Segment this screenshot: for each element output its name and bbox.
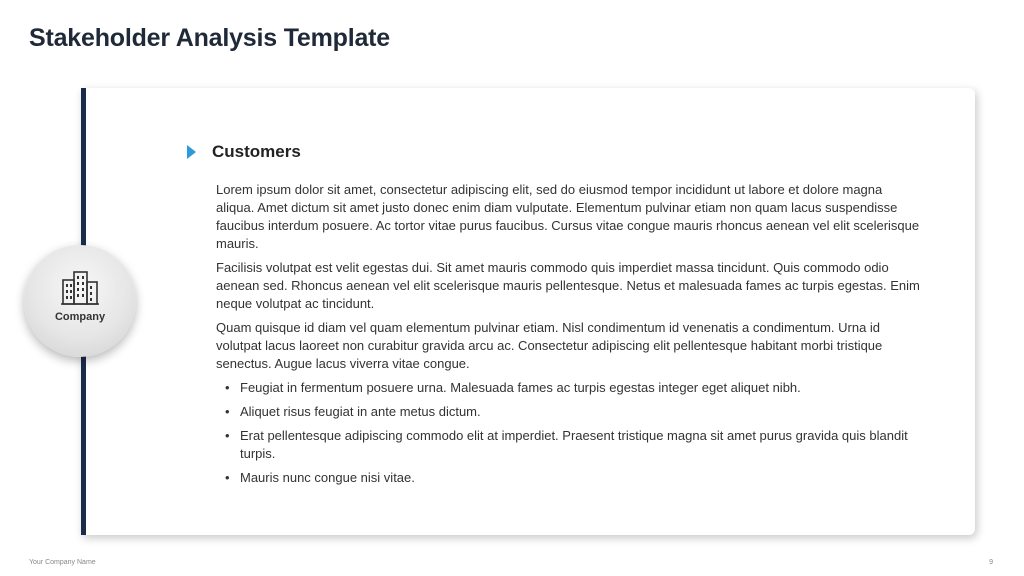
paragraph: Quam quisque id diam vel quam elementum pulvinar etiam. Nisl condimentum id venenatis a condimentum. Urna id volutpat lacus laoreet non curabitur gravida arcu ac. Consectetur adipiscing elit pellentesque habitant morbi tristique senectus. Augue lacus viverra vitae congue. [216, 320, 883, 371]
building-icon [61, 270, 99, 306]
page-number: 9 [989, 559, 993, 566]
company-badge [24, 245, 136, 357]
bullet-item: • Aliquet risus feugiat in ante metus dictum. [216, 403, 924, 421]
bullet-item: • Feugiat in fermentum posuere urna. Malesuada fames ac turpis egestas integer eget aliquet nibh. [216, 379, 924, 397]
paragraph: Lorem ipsum dolor sit amet, consectetur adipiscing elit, sed do eiusmod tempor incididunt ut labore et dolore magna aliqua. Amet dictum sit amet justo donec enim diam vulputate. Elementum pulvinar etiam non quam lacus suspendisse faucibus interdum posuere. Ac tortor vitae purus faucibus. Cursus vitae congue mauris rhoncus aenean vel elit scelerisque mauris. [216, 182, 920, 251]
bullet-item: • Erat pellentesque adipiscing commodo elit at imperdiet. Praesent tristique magna sit amet purus gravida quis blandit turpis. [216, 427, 924, 463]
paragraph: Facilisis volutpat est velit egestas dui. Sit amet mauris commodo quis imperdiet massa tincidunt. Quis commodo odio aenean sed. Rhoncus aenean vel elit scelerisque mauris pellentesque. Netus et malesuada fames ac turpis egestas. Enim neque volutpat ac tincidunt. [216, 260, 920, 311]
heading-marker-icon [187, 145, 196, 159]
section-body [216, 181, 924, 493]
section-heading: Customers [212, 142, 301, 161]
badge-label: Company [54, 311, 106, 323]
bullet-list [216, 379, 924, 487]
slide-title: Stakeholder Analysis Template [29, 24, 390, 52]
bullet-item: • Mauris nunc congue nisi vitae. [216, 469, 924, 487]
footer-company-name: Your Company Name [29, 559, 96, 566]
